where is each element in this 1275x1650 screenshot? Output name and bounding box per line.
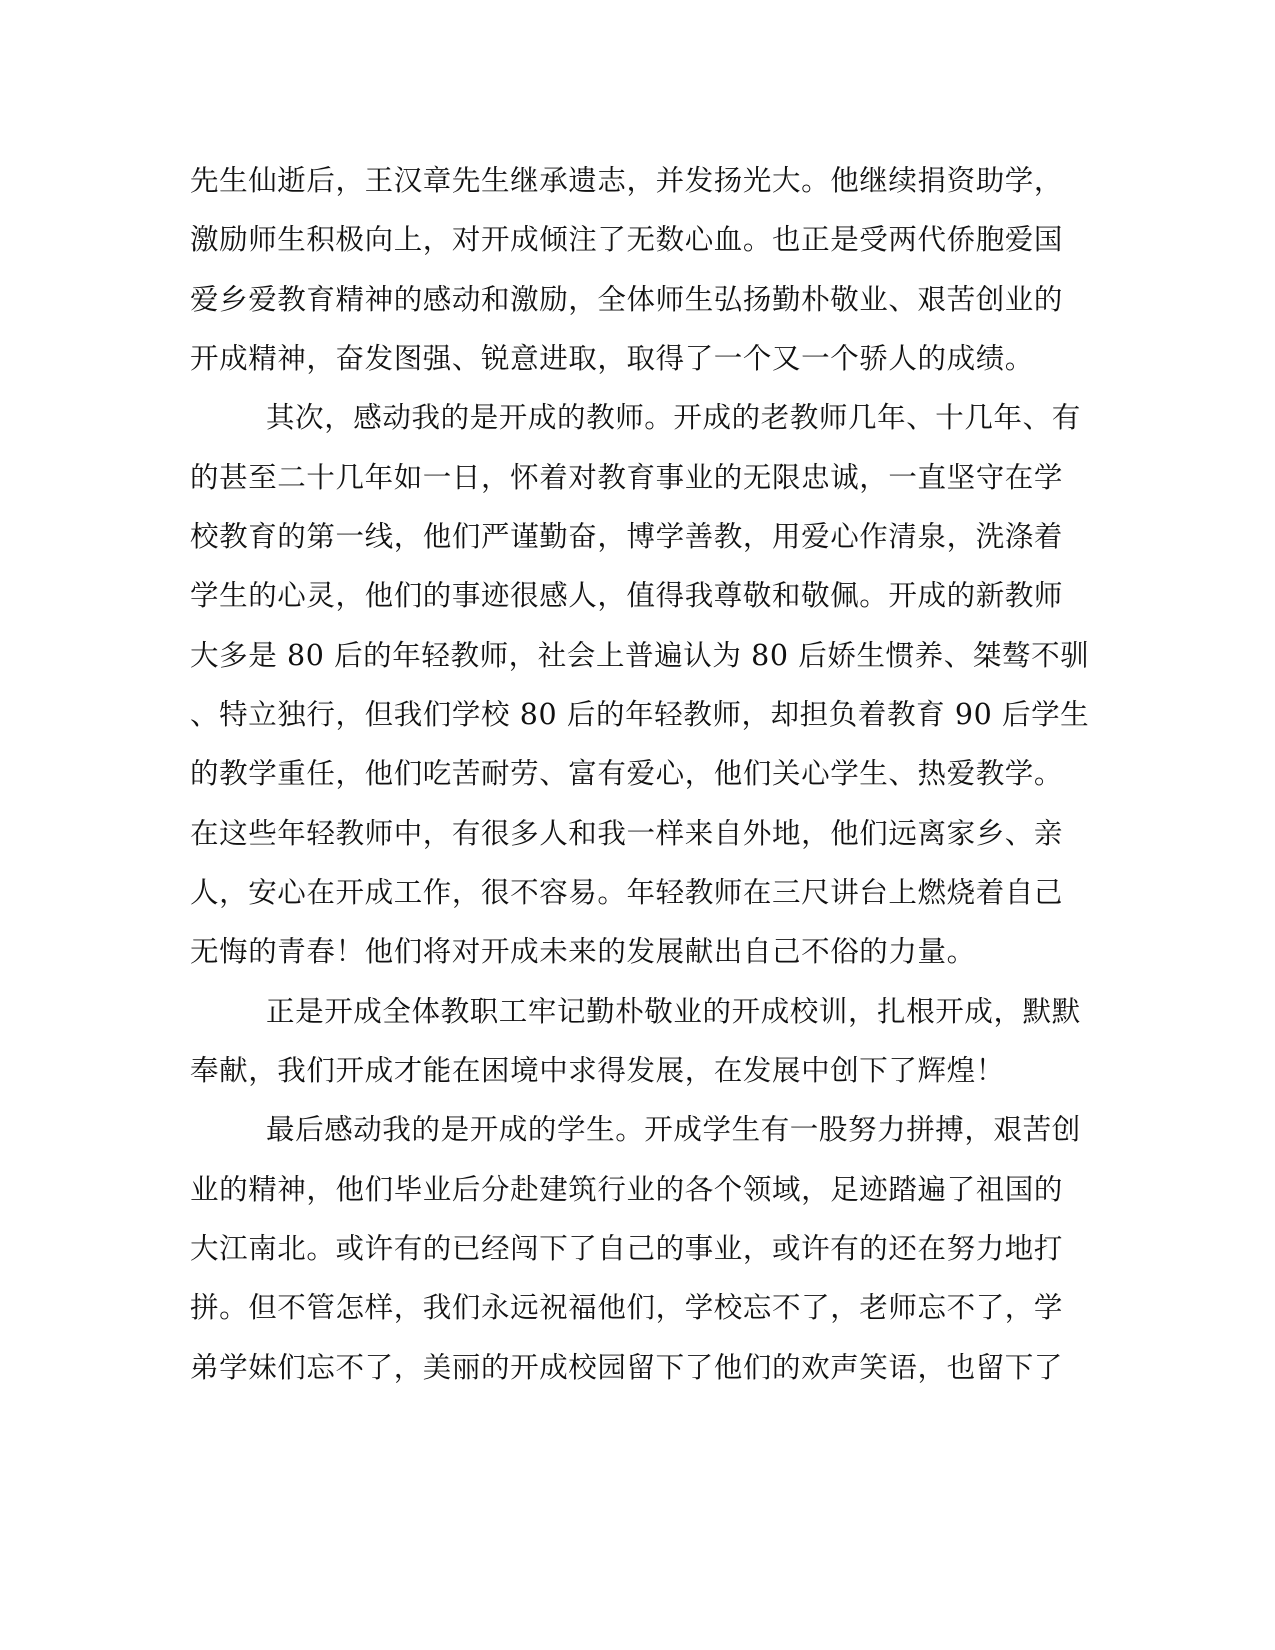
text-line: 先生仙逝后，王汉章先生继承遗志，并发扬光大。他继续捐资助学， xyxy=(190,164,1064,197)
text-line: 爱乡爱教育精神的感动和激励，全体师生弘扬勤朴敬业、艰苦创业的 xyxy=(190,283,1064,316)
text-line: 业的精神，他们毕业后分赴建筑行业的各个领域，足迹踏遍了祖国的 xyxy=(190,1173,1064,1206)
text-line: 在这些年轻教师中，有很多人和我一样来自外地，他们远离家乡、亲 xyxy=(190,817,1064,850)
text-line: 弟学妹们忘不了，美丽的开成校园留下了他们的欢声笑语，也留下了 xyxy=(190,1351,1064,1384)
text-line: 开成精神，奋发图强、锐意进取，取得了一个又一个骄人的成绩。 xyxy=(190,342,1034,375)
text-line: 的甚至二十几年如一日，怀着对教育事业的无限忠诚，一直坚守在学 xyxy=(190,461,1064,494)
paragraph-start-line: 最后感动我的是开成的学生。开成学生有一股努力拼搏，艰苦创 xyxy=(266,1113,1081,1146)
text-line: 校教育的第一线，他们严谨勤奋，博学善教，用爱心作清泉，洗涤着 xyxy=(190,520,1064,553)
text-line: 、特立独行，但我们学校 80 后的年轻教师，却担负着教育 90 后学生 xyxy=(190,698,1090,731)
paragraph-start-line: 其次，感动我的是开成的教师。开成的老教师几年、十几年、有 xyxy=(266,401,1081,434)
text-line: 拼。但不管怎样，我们永远祝福他们，学校忘不了，老师忘不了，学 xyxy=(190,1291,1064,1324)
text-line: 大江南北。或许有的已经闯下了自己的事业，或许有的还在努力地打 xyxy=(190,1232,1064,1265)
text-line: 大多是 80 后的年轻教师，社会上普遍认为 80 后娇生惯养、桀骜不驯 xyxy=(190,639,1090,672)
text-line: 激励师生积极向上，对开成倾注了无数心血。也正是受两代侨胞爱国 xyxy=(190,223,1064,256)
text-line: 的教学重任，他们吃苦耐劳、富有爱心，他们关心学生、热爱教学。 xyxy=(190,757,1064,790)
text-line: 奉献，我们开成才能在困境中求得发展，在发展中创下了辉煌！ xyxy=(190,1054,1005,1087)
text-line: 人，安心在开成工作，很不容易。年轻教师在三尺讲台上燃烧着自己 xyxy=(190,876,1064,909)
text-line: 无悔的青春！他们将对开成未来的发展献出自己不俗的力量。 xyxy=(190,935,976,968)
text-line: 学生的心灵，他们的事迹很感人，值得我尊敬和敬佩。开成的新教师 xyxy=(190,579,1064,612)
paragraph-start-line: 正是开成全体教职工牢记勤朴敬业的开成校训，扎根开成，默默 xyxy=(266,995,1081,1028)
